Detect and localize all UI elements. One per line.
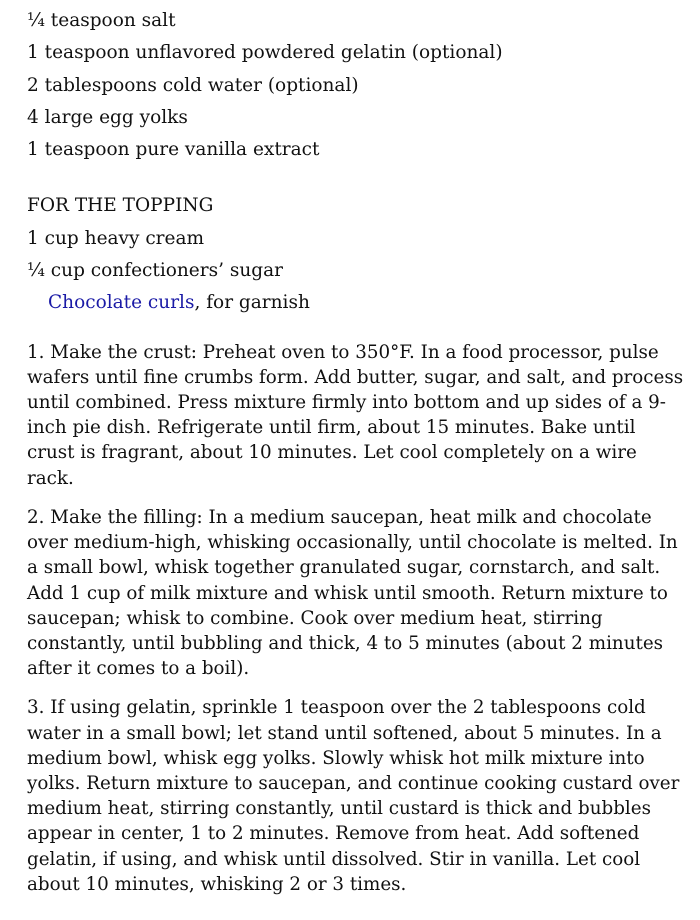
recipe-page [27,5,687,911]
ingredient-item: ¼ teaspoon salt [27,10,176,31]
ingredient-item: 2 tablespoons cold water (optional) [27,74,359,96]
ingredient-list [27,5,687,166]
step-paragraph: 3. If using gelatin, sprinkle 1 teaspoon over the 2 tablespoons cold water in a small bowl; let stand until softened, about 5 minutes. In a medium bowl, whisk egg yolks. Slowly whisk hot milk mixture into yolks. Return mixture to saucepan, and continue cooking custard over medium heat, stirring constantly, until custard is thick and bubbles appear in center, 1 to 2 minutes. Remove from heat. Add softened gelatin, if using, and whisk until dissolved. Stir in vanilla. Let cool about 10 minutes, whisking 2 or 3 times. [27,697,680,895]
ingredient-item: ¼ cup confectioners’ sugar [27,260,283,282]
step-paragraph: 2. Make the filling: In a medium saucepan, heat milk and chocolate over medium-high, whisking occasionally, until chocolate is melted. In a small bowl, whisk together granulated sugar, cornstarch, and salt. Add 1 cup of milk mixture and whisk until smooth. Return mixture to saucepan; whisk to combine. Cook over medium heat, stirring constantly, until bubbling and thick, 4 to 5 minutes (about 2 minutes after it comes to a boil). [27,506,678,680]
ingredient-item: 1 teaspoon pure vanilla extract [27,139,320,161]
topping-heading: FOR THE TOPPING [27,195,214,217]
chocolate-curls-link[interactable]: Chocolate curls [48,292,195,314]
ingredient-item: 4 large egg yolks [27,106,188,128]
garnish-item [27,287,687,319]
step-paragraph: 1. Make the crust: Preheat oven to 350°F. In a food processor, pulse wafers until fine crumbs form. Add butter, sugar, and salt, and process until combined. Press mixture firmly into bottom and up sides of a 9-inch pie dish. Refrigerate until firm, about 15 minutes. Bake until crust is fragrant, about 10 minutes. Let cool completely on a wire rack. [27,341,684,489]
method-steps [27,340,687,897]
topping-list [27,223,687,320]
garnish-suffix: , for garnish [194,292,310,314]
ingredient-item: 1 teaspoon unflavored powdered gelatin (optional) [27,42,503,64]
ingredient-item: 1 cup heavy cream [27,227,205,249]
